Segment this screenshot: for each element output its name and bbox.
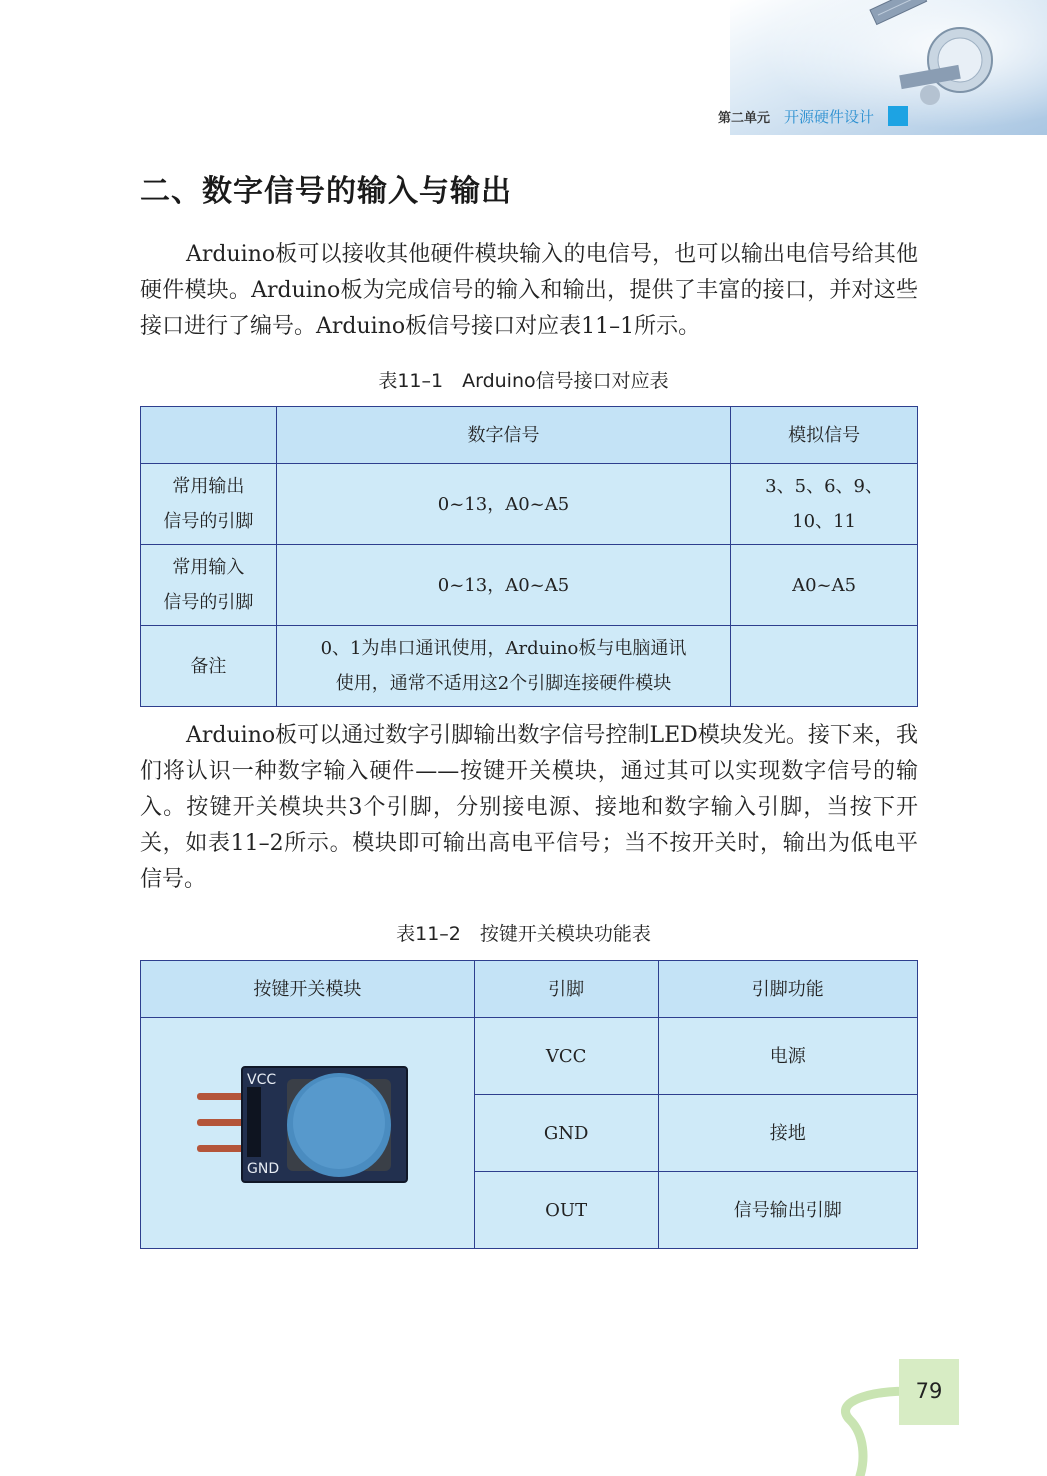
- table1-cell-digital: 0~13，A0~A5: [276, 545, 730, 626]
- table1-cell-analog: A0~A5: [731, 545, 918, 626]
- table2-header-pin: 引脚: [474, 961, 658, 1018]
- table2-cell-function: 电源: [658, 1018, 918, 1095]
- row-label-line: 常用输出: [172, 476, 245, 497]
- row-label-line: 信号的引脚: [163, 511, 254, 532]
- table2-cell-function: 接地: [658, 1095, 918, 1172]
- unit-label: 第二单元: [718, 110, 771, 126]
- table2-header-function: 引脚功能: [658, 961, 918, 1018]
- table2-button-module: [140, 960, 918, 1249]
- row-label-line: 信号的引脚: [163, 592, 254, 613]
- button-module-image: [187, 1057, 427, 1197]
- analog-line: 10、11: [792, 511, 856, 532]
- table1-row-label: [141, 464, 277, 545]
- table2-header-row: [141, 961, 918, 1018]
- section-title: 二、数字信号的输入与输出: [140, 174, 512, 209]
- page-number: 79: [915, 1379, 943, 1403]
- table2-row: [141, 1018, 918, 1095]
- table1-signal-interfaces: [140, 406, 918, 707]
- analog-line: 3、5、6、9、: [765, 476, 883, 497]
- table1-caption: 表11–1 Arduino信号接口对应表: [378, 370, 669, 392]
- table1-header-row: [141, 407, 918, 464]
- unit-title: 开源硬件设计: [784, 107, 875, 126]
- table1-cell-digital: 0~13，A0~A5: [276, 464, 730, 545]
- table2-module-image-cell: [141, 1018, 475, 1249]
- table1-row-note: [141, 626, 918, 707]
- table1-header-digital: 数字信号: [276, 407, 730, 464]
- note-line: 0、1为串口通讯使用，Arduino板与电脑通讯: [320, 638, 687, 659]
- table1-row-input: [141, 545, 918, 626]
- table1-header-empty: [141, 407, 277, 464]
- row-label-line: 常用输入: [172, 557, 245, 578]
- intro-paragraph-text: Arduino板可以接收其他硬件模块输入的电信号，也可以输出电信号给其他硬件模块。Arduino板为完成信号的输入和输出，提供了丰富的接口，并对这些接口进行了编号。Arduino板信号接口对应表11–1所示。: [140, 242, 918, 339]
- table1-cell-analog: [731, 626, 918, 707]
- table1-header-analog: 模拟信号: [731, 407, 918, 464]
- vcc-label: VCC: [247, 1072, 277, 1088]
- gnd-label: GND: [247, 1161, 280, 1177]
- table2-cell-pin: VCC: [474, 1018, 658, 1095]
- unit-marker-square: [888, 106, 908, 126]
- button-paragraph-text: Arduino板可以通过数字引脚输出数字信号控制LED模块发光。接下来，我们将认识一种数字输入硬件——按键开关模块，通过其可以实现数字信号的输入。按键开关模块共3个引脚，分别接电源、接地和数字输入引脚，当按下开关，如表11–2所示。模块即可输出高电平信号；当不按开关时，输出为低电平信号。: [140, 723, 918, 892]
- button-cap-top: [293, 1077, 385, 1169]
- note-line: 使用，通常不适用这2个引脚连接硬件模块: [335, 673, 672, 694]
- button-paragraph: [140, 718, 918, 898]
- table2-header-module: 按键开关模块: [141, 961, 475, 1018]
- table2-cell-function: 信号输出引脚: [658, 1172, 918, 1249]
- running-header: [718, 104, 908, 128]
- table1-row-label: 备注: [141, 626, 277, 707]
- table2-caption: 表11–2 按键开关模块功能表: [396, 923, 651, 945]
- table1-row-label: [141, 545, 277, 626]
- intro-paragraph: [140, 237, 918, 345]
- table2-cell-pin: OUT: [474, 1172, 658, 1249]
- table2-cell-pin: GND: [474, 1095, 658, 1172]
- table1-row-output: [141, 464, 918, 545]
- table1-cell-note: [276, 626, 730, 707]
- table1-cell-analog: [731, 464, 918, 545]
- pin-header: [247, 1087, 261, 1157]
